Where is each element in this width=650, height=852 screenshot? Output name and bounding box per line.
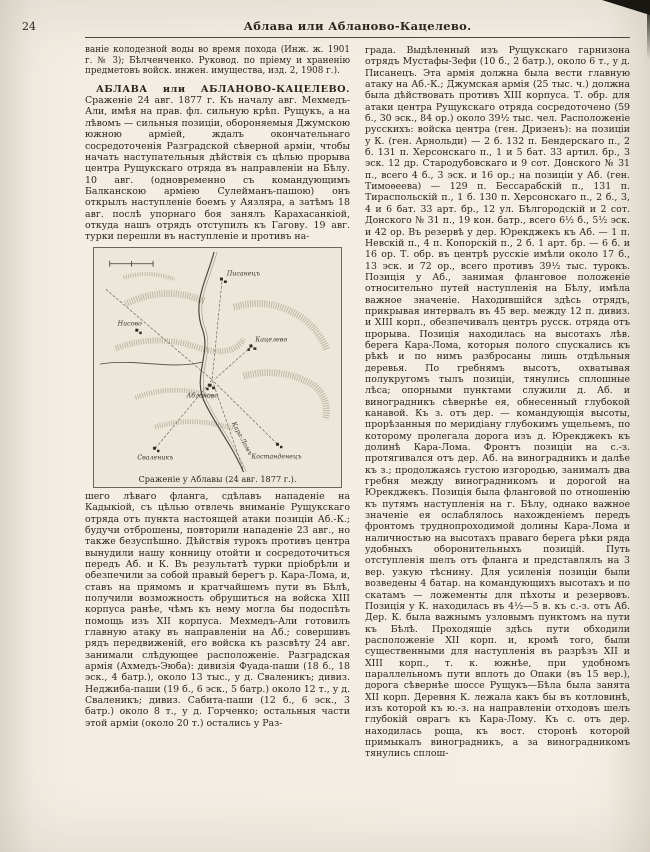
running-title: Аблава или Абланово-Кацелево. xyxy=(243,19,472,33)
page-number: 24 xyxy=(22,20,36,33)
previous-article-tail: ваніе колодезной воды во время похода (Инж. ж. 1901 г. № 3); Бѣлченченко. Руковод. по пріему и храненію предметовъ войск. инжен. имущества, изд. 2, 1908 г.). xyxy=(85,45,350,77)
battle-map-figure xyxy=(93,247,342,488)
right-column xyxy=(365,45,630,760)
map-caption: Сраженіе у Аблавы (24 авг. 1877 г.). xyxy=(138,473,297,484)
article-lead-paragraph xyxy=(85,84,350,243)
page-header xyxy=(22,19,630,33)
map-label-ablanovo: Абланово xyxy=(186,392,219,400)
battle-map xyxy=(96,250,339,472)
map-label-river: Кара-Ломъ xyxy=(229,420,254,457)
text-columns xyxy=(85,45,630,760)
map-label-kostandenets: Костанденецъ xyxy=(251,453,302,461)
scan-artifact-corner xyxy=(602,0,650,15)
map-label-katselevo: Кацелево xyxy=(255,336,288,344)
map-label-pisanets: Писанецъ xyxy=(226,270,261,278)
article-heading: АБЛАВА или АБЛАНОВО-КАЦЕЛЕВО. xyxy=(96,83,350,95)
article-text-before-map: Сраженіе 24 авг. 1877 г. Къ началу авг. Мехмедъ-Али, имѣя на прав. фл. сильную крѣп. Рущукъ, а на лѣвомъ — сильныя позиціи, обороняемыя Джумскою южною арміей, ждалъ окончательнаго сосредоточенія Разградской сѣверной арміи, чтобы начать наступательныя дѣйствія съ цѣлью прорыва центра Рущукскаго отряда въ направленіи на Бѣлу. 10 авг. (одновременно съ командующимъ Балканскою арміею Сулейманъ-пашою) онъ открылъ наступленіе боемъ у Аязляра, а затѣмъ 18 авг. послѣ упорнаго боя занялъ Карахасанкіой, откуда нашъ отрядъ отступилъ къ Гагову. 19 авг. турки перешли въ наступленіе и противъ на- xyxy=(85,95,350,243)
map-label-svalenik: Сваленикъ xyxy=(137,454,174,462)
article-text-after-map: шего лѣваго фланга, сдѣлавъ нападеніе на Кадыкіой, съ цѣлью отвлечь вниманіе Рущукскаго отряда отъ пункта настоящей атаки позиціи Аб.-К.; будучи отброшены, повторили нападеніе 23 авг., но также безуспѣшно. Дѣйствія турокъ противъ центра вынудили нашу конницу отойти и сосредоточиться передъ Аб. и К. Въ результатѣ турки пріобрѣли и обезпечили за собой правый берегъ р. Кара-Лома, и, ставъ на прямомъ и кратчайшемъ пути въ Бѣлѣ, получили возможность обрушиться на войска XIII корпуса ранѣе, чѣмъ къ нему могла бы подоспѣть помощь изъ XII корпуса. Мехмедъ-Али готовилъ главную атаку въ направленіи на Аб.; совершивъ рядъ передвиженій, его войска къ разсвѣту 24 авг. занимали слѣдующее расположеніе. Разградская армія (Ахмедъ-Эюба): дивизія Фуада-паши (18 б., 18 эск., 4 батр.), около 13 тыс., у д. Сваленикъ; дивиз. Неджиба-паши (19 б., 6 эск., 5 батр.) около 12 т., у д. Сваленикъ; дивиз. Сабита-паши (12 б., 6 эск., 3 батр.) около 8 т., у д. Горченко; остальныя части этой арміи (около 20 т.) остались у Раз- xyxy=(85,490,350,729)
header-rule xyxy=(85,37,630,38)
map-label-nisovo: Нисово xyxy=(117,320,142,328)
left-column xyxy=(85,45,350,760)
article-text-right-column: града. Выдѣленный изъ Рущукскаго гарнизона отрядъ Мустафы-Зефи (10 б., 2 батр.), около 6 т., у д. Писанецъ. Эта армія должна была вести главную атаку на Аб.-К.; Джумская армія (25 тыс. ч.) должна была дѣйствовать противъ XIII корпуса. Т. обр. для атаки центра Рущукскаго отряда сосредоточено (59 б., 30 эск., 84 ор.) около 39½ тыс. чел. Расположеніе русскихъ: войска центра (ген. Дризенъ): на позиціи у К. (ген. Арнольди) — 2 б. 132 п. Бендерскаго п., 2 б. 131 п. Херсонскаго п., 1 и 5 бат. 33 артил. бр., 3 эск. 12 др. Стародубовскаго и 9 сот. Донского № 31 п., всего 4 б., 3 эск. и 16 ор.; на позиціи у Аб. (ген. Тимоѳеева) — 129 п. Бессарабскій п., 131 п. Тираспольскій п., 1 б. 130 п. Херсонскаго п., 2 б., 3, 4 и 6 бат. 33 арт. бр., 12 ул. Бѣлгородскій и 2 сот. Донского № 31 п., 19 кон. батр., всего 6½ б., 5½ эск. и 42 ор. Въ резервѣ у дер. Юрекджекъ къ Аб. — 1 п. Невскій п., 4 п. Копорскій п., 2 б. 1 арт. бр. — 6 б. и 16 ор. Т. обр. въ центрѣ русскіе имѣли около 17 б., 13 эск. и 72 ор., всего противъ 39½ тыс. турокъ. Позиція у Аб., занимая фланговое положеніе относительно путей наступленія на Бѣлу, имѣла важное значеніе. Находившійся здѣсь отрядъ, прикрывая интервалъ въ 45 вер. между 12 п. дивиз. и XIII корп., обезпечивалъ центръ русск. отряда отъ прорыва. Позиція находилась на высотахъ лѣв. берега Кара-Лома, которыя полого спускались къ рѣкѣ и по нимъ разбросаны лишь отдѣльныя деревья. По гребнямъ высотъ, охватывая полукругомъ тылъ позиціи, тянулись сплошные лѣса; опорными пунктами служили д. Аб. и виноградникъ сѣвернѣе ея, обнесенный глубокой канавой. Къ з. отъ дер. — командующія высоты, прорѣзанныя по меридіану глубокимъ ущельемъ, по которому пролегала дорога изъ д. Юрекджекъ къ долинѣ Кара-Лома. Фронтъ позиціи на с.-з. протягивался отъ дер. Аб. на виноградникъ и далѣе къ з.; продолжаясь густою изгородью, занималъ два гребня между виноградникомъ и дорогой на Юрекджекъ. Позиція была фланговой по отношенію къ путямъ наступленія на г. Бѣлу, однако важное значеніе ея ослаблялось нахожденіемъ передъ фронтомъ труднопроходимой долины Кара-Лома и наличностью на высотахъ праваго берега рѣки ряда удобныхъ оборонительныхъ позицій. Путь отступленія шелъ отъ фланга и представлялъ на 3 вер. узкую тѣснину. Для усиленія позиціи были возведены 4 батар. на командующихъ высотахъ и по скатамъ — ложементы для пѣхоты и резервовъ. Позиція у К. находилась въ 4½—5 в. къ с.-з. отъ Аб. Дер. К. была важнымъ узловымъ пунктомъ на пути къ Бѣлѣ. Проходящіе здѣсь пути обходили расположеніе XII корп. и, кромѣ того, были существенными для наступленія въ разрѣзъ XII и XIII корп., т. к. южнѣе, при удобномъ параллельномъ пути вплоть до Опаки (въ 15 вер.), дорога сѣвернѣе шоссе Рущукъ—Бѣла была занята XII корп. Деревня К. лежала какъ бы въ котловинѣ, изъ которой къ ю.-з. на направленіи отходовъ шелъ глубокій оврагъ къ Кара-Лому. Къ с. отъ дер. находилась роща, къ вост. сторонѣ которой примыкалъ виноградникъ, а за виноградникомъ тянулись сплош- xyxy=(365,45,630,760)
map-background xyxy=(96,250,339,472)
